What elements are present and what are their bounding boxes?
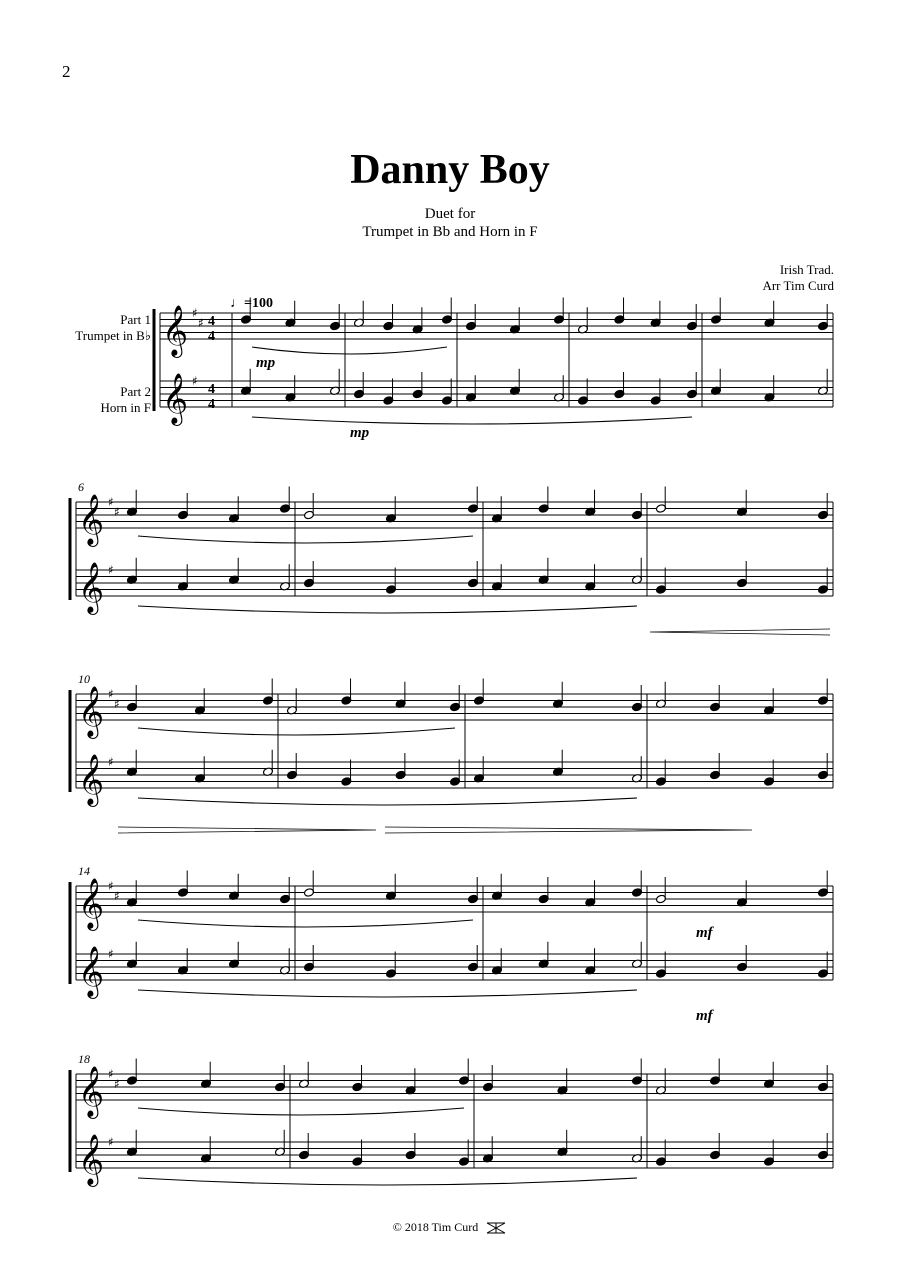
time-sig-bottom: 4 — [208, 329, 215, 344]
part1-label-line-1: Part 1 — [120, 312, 151, 327]
sharp-icon: ♯ — [108, 879, 114, 893]
sharp-icon: ♯ — [198, 315, 204, 330]
sharp-icon: ♯ — [114, 504, 120, 519]
sharp-icon: ♯ — [108, 687, 114, 701]
treble-clef-icon: 𝄞 — [78, 1134, 105, 1185]
subtitle-line-2: Trumpet in Bb and Horn in F — [362, 224, 538, 240]
page-number: 2 — [62, 62, 71, 81]
measure-number: 6 — [78, 480, 84, 494]
notation-layer — [70, 298, 833, 1188]
measure-number: 10 — [78, 672, 90, 686]
diminuendo-hairpin — [385, 827, 752, 833]
piece-title: Danny Boy — [350, 147, 550, 193]
treble-clef-icon: 𝄞 — [78, 1066, 105, 1117]
dynamic-marking: mp — [350, 425, 370, 441]
sharp-icon: ♯ — [108, 947, 114, 961]
sharp-icon: ♯ — [108, 755, 114, 769]
sharp-icon: ♯ — [192, 374, 198, 388]
sharp-icon: ♯ — [108, 1135, 114, 1149]
composer-line-1: Irish Trad. — [779, 262, 834, 277]
sharp-icon: ♯ — [114, 888, 120, 903]
footer — [0, 1220, 900, 1235]
treble-clef-icon: 𝄞 — [162, 373, 189, 424]
time-sig-top: 4 — [208, 382, 215, 397]
sharp-icon: ♯ — [108, 495, 114, 509]
dynamic-marking: mp — [256, 355, 276, 371]
copyright-text: © 2018 Tim Curd — [392, 1220, 479, 1234]
treble-clef-icon: 𝄞 — [78, 946, 105, 997]
measure-number: 14 — [78, 864, 90, 878]
treble-clef-icon: 𝄞 — [78, 686, 105, 737]
sharp-icon: ♯ — [108, 1067, 114, 1081]
slur — [138, 1108, 464, 1115]
sharp-icon: ♯ — [114, 696, 120, 711]
slur — [138, 920, 473, 927]
slur — [138, 798, 637, 805]
part2-label-line-1: Part 2 — [120, 384, 151, 399]
part1-label-line-2: Trumpet in B♭ — [75, 328, 151, 343]
dynamic-marking: mf — [696, 1008, 713, 1024]
crescendo-hairpin — [650, 629, 830, 635]
treble-clef-icon: 𝄞 — [162, 305, 189, 356]
slur — [138, 728, 455, 735]
slur — [138, 606, 637, 613]
time-sig-top: 4 — [208, 314, 215, 329]
tempo-marking: ♩=100 — [230, 296, 273, 311]
slur — [138, 536, 473, 543]
treble-clef-icon: 𝄞 — [78, 754, 105, 805]
treble-clef-icon: 𝄞 — [78, 494, 105, 545]
slur — [138, 1178, 637, 1185]
dynamic-marking: mf — [696, 925, 713, 941]
slur — [252, 417, 692, 424]
treble-clef-icon: 𝄞 — [78, 562, 105, 613]
subtitle-line-1: Duet for — [424, 206, 476, 222]
measure-number: 18 — [78, 1052, 90, 1066]
time-sig-bottom: 4 — [208, 397, 215, 412]
slur — [252, 347, 447, 354]
diminuendo-hairpin — [118, 827, 376, 833]
treble-clef-icon: 𝄞 — [78, 878, 105, 929]
composer-line-2: Arr Tim Curd — [762, 278, 834, 293]
sharp-icon: ♯ — [114, 1076, 120, 1091]
sharp-icon: ♯ — [108, 563, 114, 577]
sharp-icon: ♯ — [192, 306, 198, 320]
logo-icon — [485, 1221, 507, 1235]
part2-label-line-2: Horn in F — [100, 400, 151, 415]
slur — [138, 990, 637, 997]
